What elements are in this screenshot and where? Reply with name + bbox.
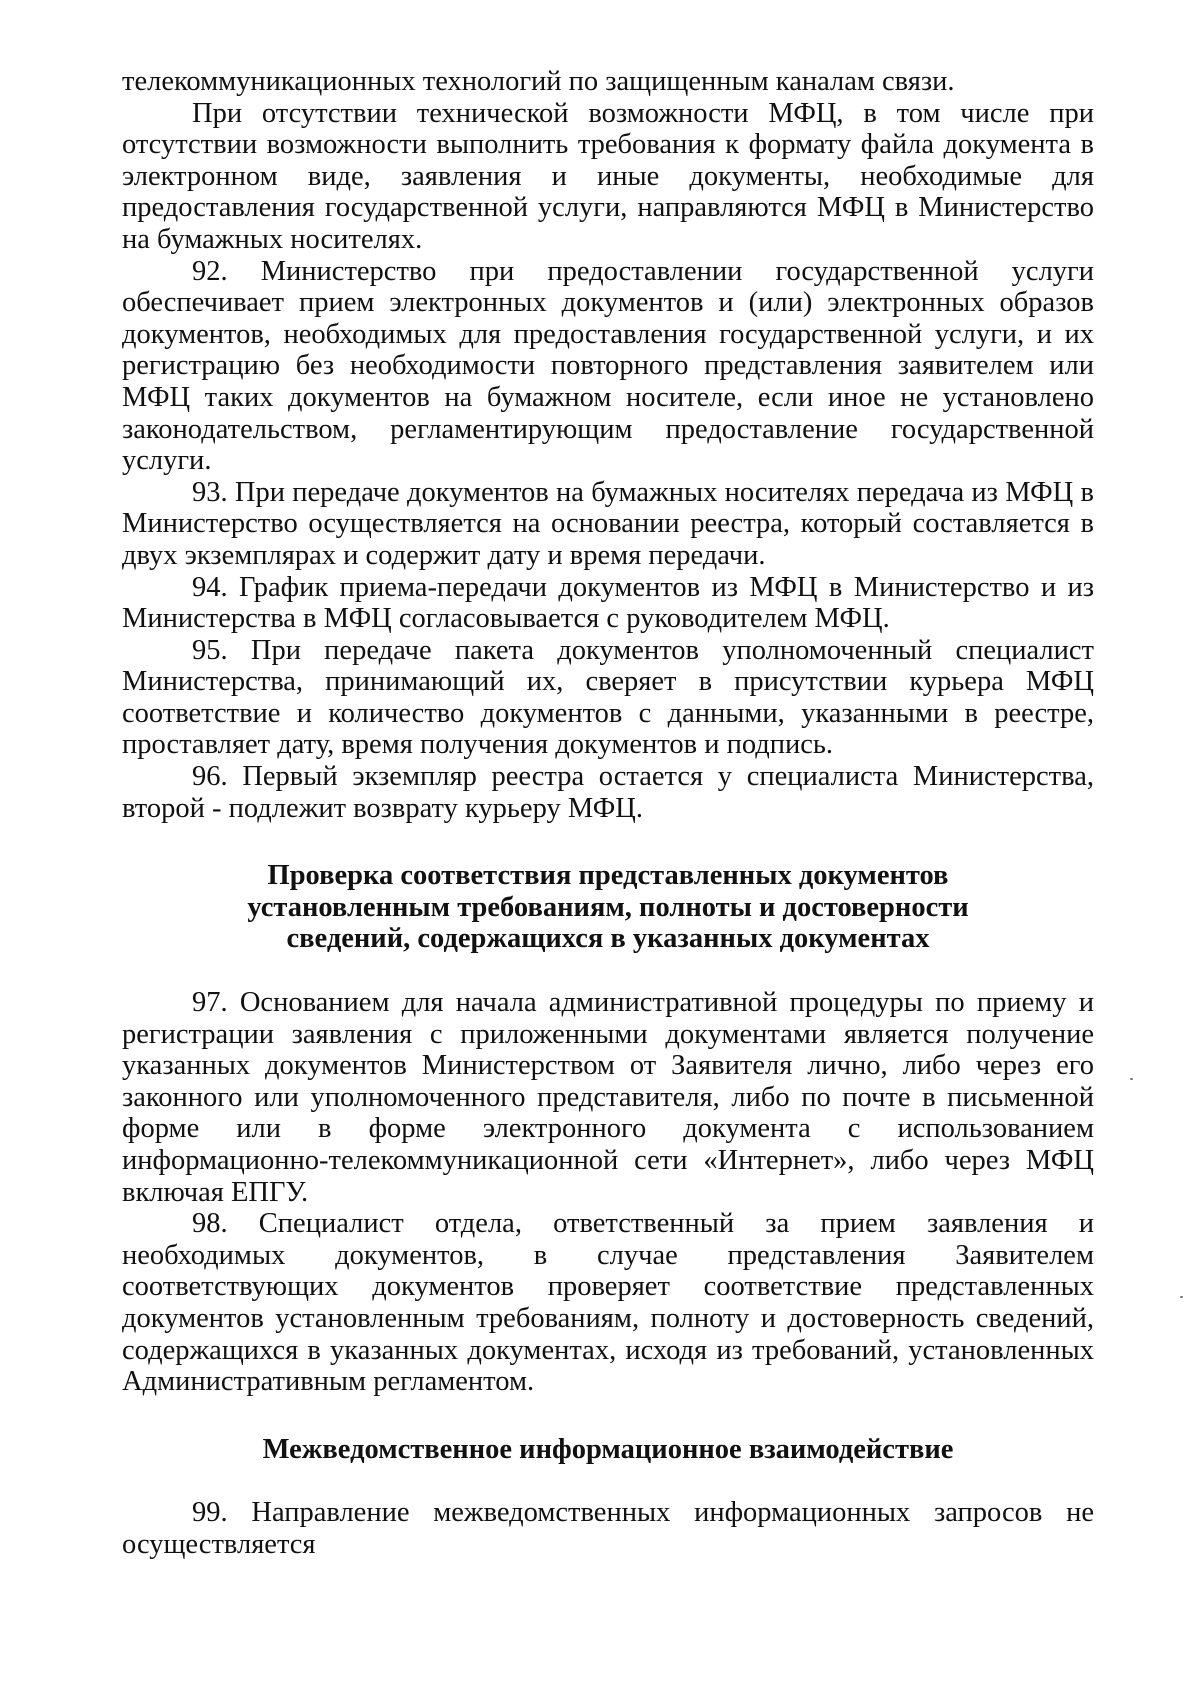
paragraph-continuation: телекоммуникационных технологий по защищенным каналам связи. — [122, 66, 955, 97]
section-heading-verification — [122, 860, 1094, 955]
section-heading-interagency: Межведомственное информационное взаимодействие — [262, 1433, 954, 1465]
paragraph-95: 95. При передаче пакета документов уполномоченный специалист Министерства, принимающий их, сверяет в присутствии курьера МФЦ соответствие и количество документов с данными, указанными в реестре, проставляет дату, время получения документов и подпись. — [122, 634, 1094, 761]
paragraph-no-tech-capability: При отсутствии технической возможности МФЦ, в том числе при отсутствии возможности выполнить требования к формату файла документа в электронном виде, заявления и иные документы, необходимые для предоставления государственной услуги, направляются МФЦ в Министерство на бумажных носителях. — [122, 97, 1094, 255]
section-spacer — [122, 824, 1094, 860]
scan-speck — [1130, 1078, 1133, 1080]
paragraph-99: 99. Направление межведомственных информационных запросов не осуществляется — [122, 1497, 1094, 1560]
paragraph-92: 92. Министерство при предоставлении государственной услуги обеспечивает прием электронных документов и (или) электронных образов документов, необходимых для предоставления государственной услуги, и их регистрацию без необходимости повторного представления заявителем или МФЦ таких документов на бумажном носителе, если иное не установлено законодательством, регламентирующим предоставление государственной услуги. — [122, 255, 1094, 477]
paragraph-97: 97. Основанием для начала административной процедуры по приему и регистрации заявления с приложенными документами является получение указанных документов Министерством от Заявителя лично, либо через его законного или уполномоченного представителя, либо по почте в письменной форме или в форме электронного документа с использованием информационно-телекоммуникационной сети «Интернет», либо через МФЦ включая ЕПГУ. — [122, 987, 1094, 1208]
section-spacer — [122, 1398, 1094, 1434]
section-spacer — [122, 955, 1094, 987]
scan-speck — [1180, 1296, 1183, 1298]
section-spacer — [122, 1465, 1094, 1497]
paragraph-93: 93. При передаче документов на бумажных носителях передача из МФЦ в Министерство осуществляется на основании реестра, который составляется в двух экземплярах и содержит дату и время передачи. — [122, 476, 1094, 571]
paragraph-98: 98. Специалист отдела, ответственный за прием заявления и необходимых документов, в случае представления Заявителем соответствующих документов проверяет соответствие представленных документов установленным требованиям, полноту и достоверность сведений, содержащихся в указанных документах, исходя из требований, установленных Административным регламентом. — [122, 1208, 1094, 1398]
heading-line: Проверка соответствия представленных документов — [267, 860, 949, 892]
document-body — [122, 66, 1094, 1561]
paragraph-94: 94. График приема-передачи документов из МФЦ в Министерство и из Министерства в МФЦ согласовывается с руководителем МФЦ. — [122, 571, 1094, 635]
paragraph-96: 96. Первый экземпляр реестра остается у специалиста Министерства, второй - подлежит возврату курьеру МФЦ. — [122, 761, 1094, 824]
heading-line: сведений, содержащихся в указанных документах — [286, 923, 930, 955]
heading-line: установленным требованиям, полноты и достоверности — [247, 891, 969, 923]
